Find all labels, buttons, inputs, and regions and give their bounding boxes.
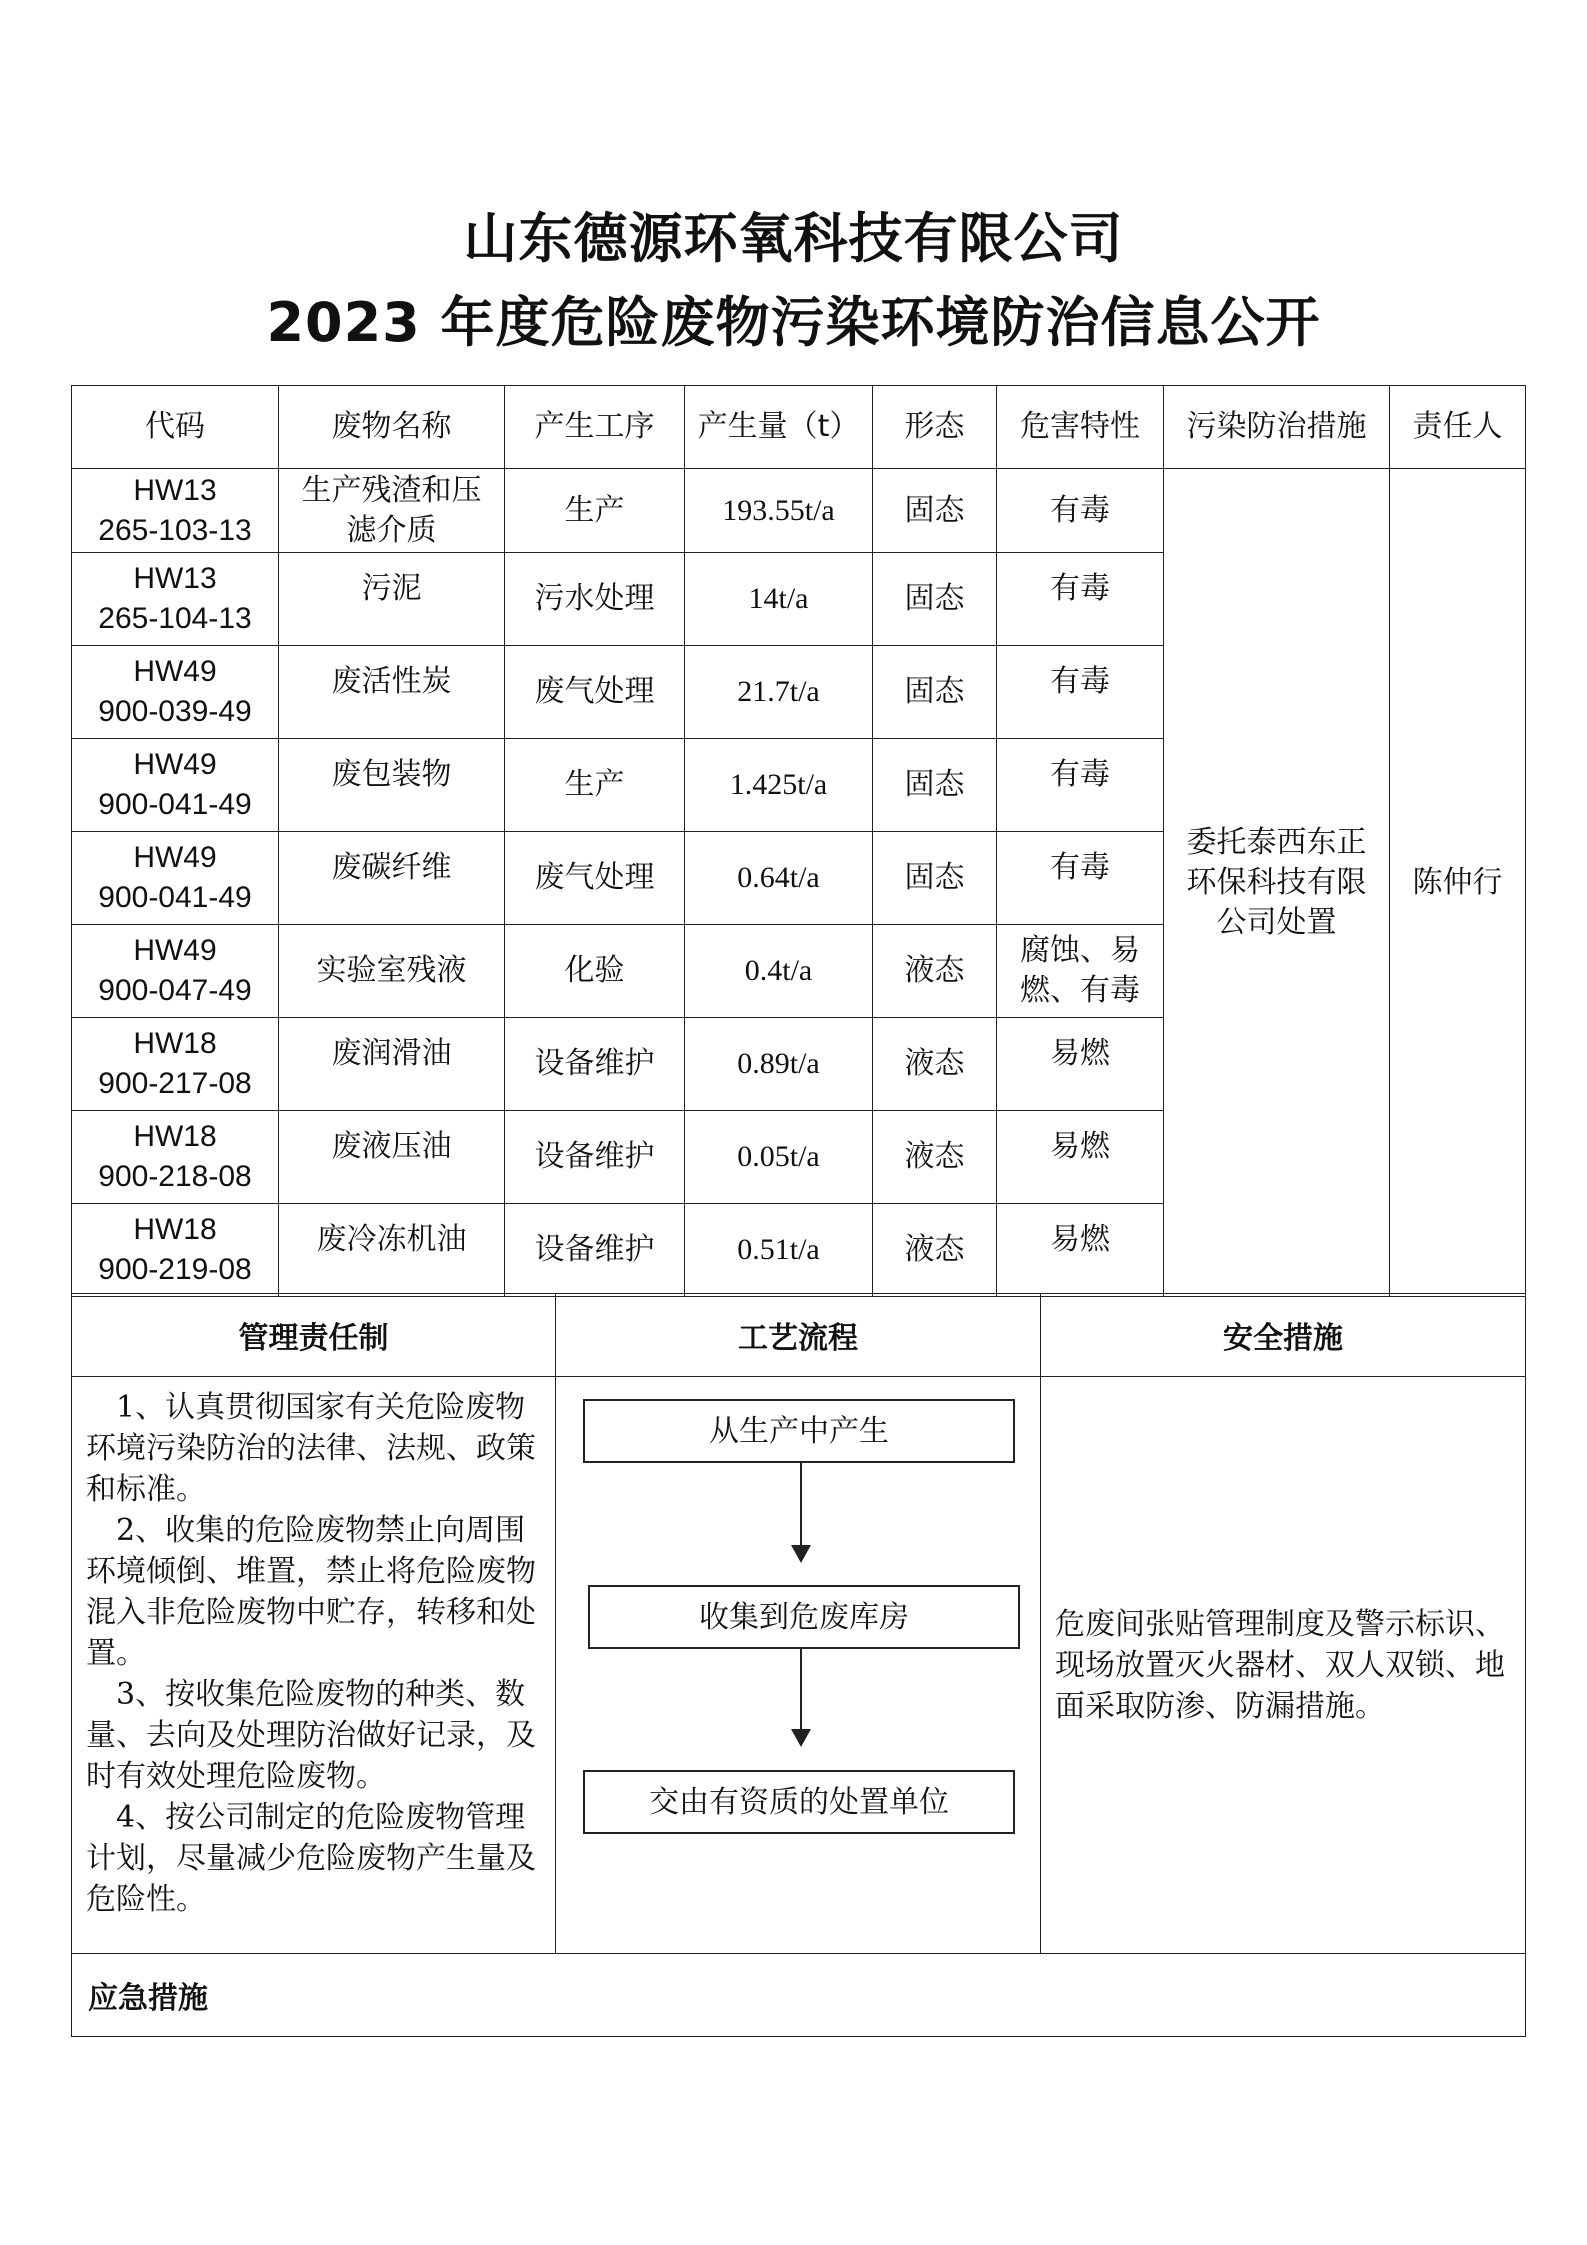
amount-cell: 0.64t/a: [685, 832, 873, 925]
emergency-label: 应急措施: [72, 1954, 1526, 2037]
header-hazard: 危害特性: [997, 386, 1164, 469]
waste-name-cell: 废活性炭: [279, 646, 505, 739]
state-cell: 液态: [873, 1204, 997, 1297]
hazard-cell: 腐蚀、易燃、有毒: [997, 925, 1164, 1018]
amount-cell: 14t/a: [685, 553, 873, 646]
header-amount: 产生量（t）: [685, 386, 873, 469]
waste-name-cell: 实验室残液: [279, 925, 505, 1018]
code-cell: HW13 265-103-13: [72, 469, 279, 553]
amount-cell: 21.7t/a: [685, 646, 873, 739]
table-header-row: [72, 386, 1526, 469]
hazardous-waste-table: [71, 385, 1526, 1297]
waste-name-cell: 废冷冻机油: [279, 1204, 505, 1297]
responsibility-item: 1、认真贯彻国家有关危险废物环境污染防治的法律、法规、政策和标准。: [86, 1390, 536, 1507]
state-cell: 固态: [873, 646, 997, 739]
code-cell: HW49 900-041-49: [72, 832, 279, 925]
waste-name-cell: 废碳纤维: [279, 832, 505, 925]
header-measures: 污染防治措施: [1164, 386, 1390, 469]
header-process-flow: 工艺流程: [556, 1294, 1041, 1377]
process-cell: 污水处理: [505, 553, 685, 646]
code-cell: HW49 900-041-49: [72, 739, 279, 832]
waste-name-cell: 生产残渣和压滤介质: [279, 469, 505, 553]
waste-name-cell: 废液压油: [279, 1111, 505, 1204]
responsibility-item: 4、按公司制定的危险废物管理计划，尽量减少危险废物产生量及危险性。: [86, 1800, 536, 1917]
arrow-down-icon: [791, 1729, 811, 1747]
code-cell: HW13 265-104-13: [72, 553, 279, 646]
hazard-cell: 有毒: [997, 469, 1164, 553]
management-table: [71, 1293, 1526, 2037]
amount-cell: 1.425t/a: [685, 739, 873, 832]
process-cell: 废气处理: [505, 832, 685, 925]
table-row: [72, 469, 1526, 553]
header-person: 责任人: [1390, 386, 1526, 469]
state-cell: 液态: [873, 1018, 997, 1111]
arrow-down-icon: [791, 1545, 811, 1563]
process-cell: 化验: [505, 925, 685, 1018]
measures-cell: 委托泰西东正环保科技有限公司处置: [1164, 469, 1390, 1297]
hazard-cell: 易燃: [997, 1204, 1164, 1297]
header-safety: 安全措施: [1041, 1294, 1526, 1377]
state-cell: 液态: [873, 1111, 997, 1204]
hazard-cell: 有毒: [997, 832, 1164, 925]
process-cell: 设备维护: [505, 1204, 685, 1297]
state-cell: 液态: [873, 925, 997, 1018]
code-cell: HW18 900-217-08: [72, 1018, 279, 1111]
responsibility-item: 3、按收集危险废物的种类、数量、去向及处理防治做好记录，及时有效处理危险废物。: [86, 1677, 536, 1794]
waste-name-cell: 废包装物: [279, 739, 505, 832]
process-cell: 设备维护: [505, 1018, 685, 1111]
hazard-cell: 易燃: [997, 1018, 1164, 1111]
document-title: 2023 年度危险废物污染环境防治信息公开: [266, 291, 1321, 354]
flow-arrow: [800, 1463, 802, 1555]
waste-name-cell: 废润滑油: [279, 1018, 505, 1111]
flow-step: 交由有资质的处置单位: [583, 1770, 1015, 1834]
process-cell: 生产: [505, 469, 685, 553]
code-cell: HW18 900-218-08: [72, 1111, 279, 1204]
header-code: 代码: [72, 386, 279, 469]
responsibility-cell: [72, 1377, 556, 1954]
process-cell: 设备维护: [505, 1111, 685, 1204]
process-cell: 废气处理: [505, 646, 685, 739]
state-cell: 固态: [873, 553, 997, 646]
state-cell: 固态: [873, 469, 997, 553]
responsibility-item: 2、收集的危险废物禁止向周围环境倾倒、堆置，禁止将危险废物混入非危险废物中贮存，转移和处置。: [86, 1513, 536, 1671]
amount-cell: 0.51t/a: [685, 1204, 873, 1297]
code-cell: HW49 900-047-49: [72, 925, 279, 1018]
state-cell: 固态: [873, 739, 997, 832]
code-cell: HW49 900-039-49: [72, 646, 279, 739]
hazard-cell: 有毒: [997, 553, 1164, 646]
amount-cell: 193.55t/a: [685, 469, 873, 553]
amount-cell: 0.4t/a: [685, 925, 873, 1018]
hazard-cell: 有毒: [997, 739, 1164, 832]
amount-cell: 0.89t/a: [685, 1018, 873, 1111]
header-responsibility: 管理责任制: [72, 1294, 556, 1377]
process-cell: 生产: [505, 739, 685, 832]
hazard-cell: 有毒: [997, 646, 1164, 739]
person-cell: 陈仲行: [1390, 469, 1526, 1297]
header-process: 产生工序: [505, 386, 685, 469]
flow-arrow: [800, 1649, 802, 1739]
safety-cell: 危废间张贴管理制度及警示标识、现场放置灭火器材、双人双锁、地面采取防渗、防漏措施。: [1041, 1377, 1526, 1954]
amount-cell: 0.05t/a: [685, 1111, 873, 1204]
header-waste-name: 废物名称: [279, 386, 505, 469]
company-title: 山东德源环氧科技有限公司: [463, 207, 1124, 270]
header-state: 形态: [873, 386, 997, 469]
flow-step: 收集到危废库房: [588, 1585, 1020, 1649]
process-flow-cell: [556, 1377, 1041, 1954]
flow-step: 从生产中产生: [583, 1399, 1015, 1463]
hazard-cell: 易燃: [997, 1111, 1164, 1204]
state-cell: 固态: [873, 832, 997, 925]
code-cell: HW18 900-219-08: [72, 1204, 279, 1297]
waste-name-cell: 污泥: [279, 553, 505, 646]
